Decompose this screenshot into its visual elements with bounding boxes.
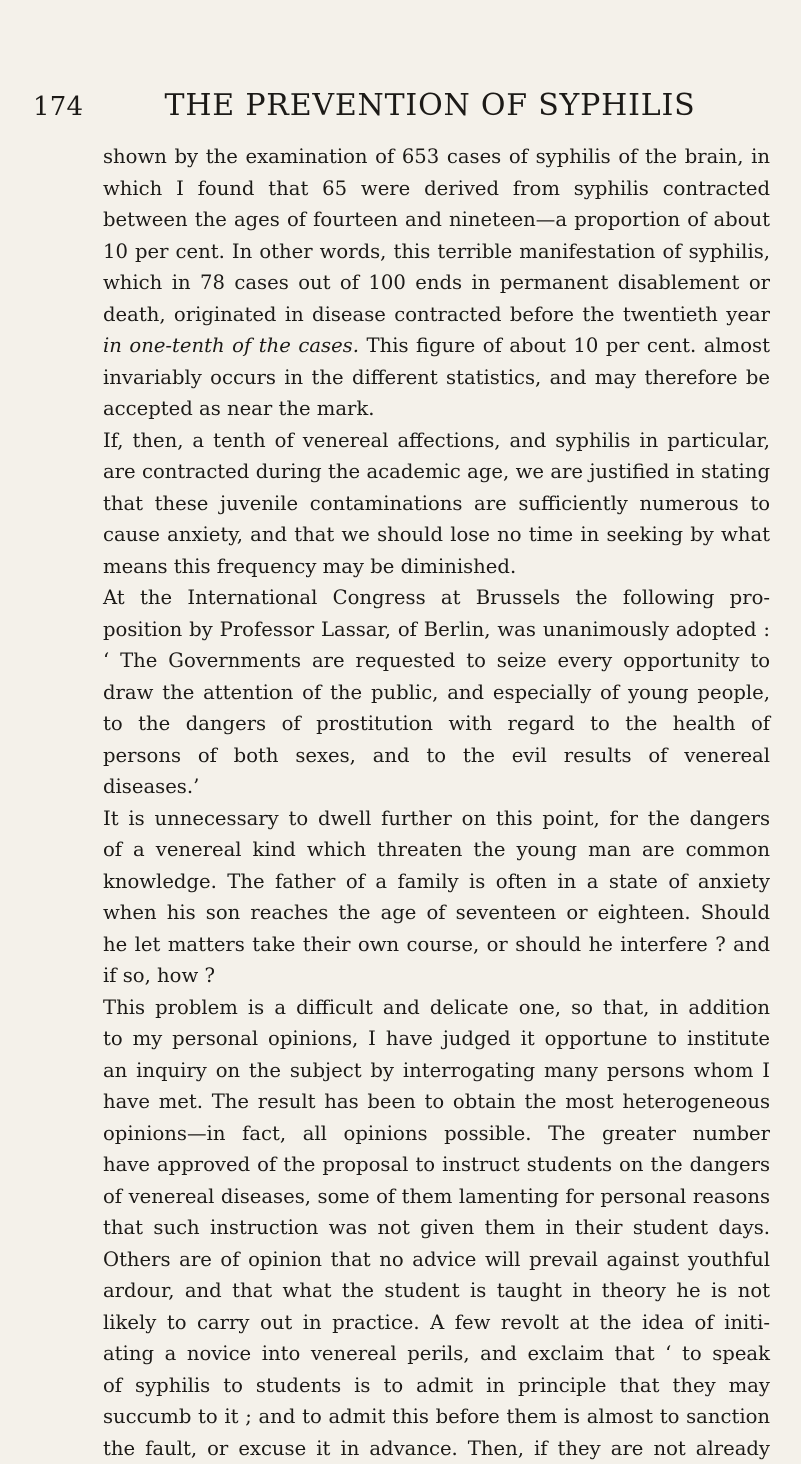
text-line: are contracted during the academic age, we are justified in stating — [103, 456, 770, 488]
text-line: ‘ The Governments are requested to seize every opportunity to — [103, 645, 770, 677]
text-line: opinions—in fact, all opinions possible. The greater number — [103, 1118, 770, 1150]
text-line: the fault, or excuse it in advance. Then, if they are not already — [103, 1433, 770, 1464]
text-line: Others are of opinion that no advice will prevail against youthful — [103, 1244, 770, 1276]
text-line: of venereal diseases, some of them lamenting for personal reasons — [103, 1181, 770, 1213]
text-line: diseases.’ — [103, 771, 770, 803]
text-line: that such instruction was not given them in their student days. — [103, 1212, 770, 1244]
text-line: It is unnecessary to dwell further on this point, for the dangers — [103, 803, 770, 835]
text-line: 10 per cent. In other words, this terrible manifestation of syphilis, — [103, 236, 770, 268]
text-line: persons of both sexes, and to the evil results of venereal — [103, 740, 770, 772]
text-line-italic-start — [103, 330, 770, 362]
text-line: shown by the examination of 653 cases of syphilis of the brain, in — [103, 141, 770, 173]
text-line: between the ages of fourteen and nineteen—a proportion of about — [103, 204, 770, 236]
text-line: he let matters take their own course, or should he interfere ? and — [103, 929, 770, 961]
text-line: means this frequency may be diminished. — [103, 551, 770, 583]
text-line: likely to carry out in practice. A few revolt at the idea of initi- — [103, 1307, 770, 1339]
italic-phrase: in one-tenth of the cases. — [103, 334, 359, 357]
text-line: This problem is a difficult and delicate one, so that, in addition — [103, 992, 770, 1024]
text-line: of a venereal kind which threaten the young man are common — [103, 834, 770, 866]
text-line: that these juvenile contaminations are sufficiently numerous to — [103, 488, 770, 520]
text-line: which in 78 cases out of 100 ends in permanent disablement or — [103, 267, 770, 299]
text-line: an inquiry on the subject by interrogating many persons whom I — [103, 1055, 770, 1087]
text-line: to my personal opinions, I have judged it opportune to institute — [103, 1023, 770, 1055]
text-line: death, originated in disease contracted before the twentieth year — [103, 299, 770, 331]
text-line: knowledge. The father of a family is often in a state of anxiety — [103, 866, 770, 898]
text-line: have met. The result has been to obtain the most heterogeneous — [103, 1086, 770, 1118]
text-line: accepted as near the mark. — [103, 393, 770, 425]
text-line: ardour, and that what the student is taught in theory he is not — [103, 1275, 770, 1307]
text-line: if so, how ? — [103, 960, 770, 992]
running-head — [0, 90, 801, 130]
text-line: of syphilis to students is to admit in principle that they may — [103, 1370, 770, 1402]
text-line: when his son reaches the age of seventeen or eighteen. Should — [103, 897, 770, 929]
running-title: THE PREVENTION OF SYPHILIS — [150, 90, 710, 122]
text-line-rest: This figure of about 10 per cent. almost — [359, 334, 770, 357]
text-line: have approved of the proposal to instruct students on the dangers — [103, 1149, 770, 1181]
text-line: If, then, a tenth of venereal affections, and syphilis in particular, — [103, 425, 770, 457]
body-text — [103, 141, 770, 1464]
text-line: ating a novice into venereal perils, and exclaim that ‘ to speak — [103, 1338, 770, 1370]
text-line: cause anxiety, and that we should lose no time in seeking by what — [103, 519, 770, 551]
text-line: which I found that 65 were derived from syphilis contracted — [103, 173, 770, 205]
text-line: to the dangers of prostitution with regard to the health of — [103, 708, 770, 740]
text-line: position by Professor Lassar, of Berlin, was unanimously adopted : — [103, 614, 770, 646]
text-line: At the International Congress at Brussels the following pro- — [103, 582, 770, 614]
text-line: succumb to it ; and to admit this before them is almost to sanction — [103, 1401, 770, 1433]
page-number: 174 — [33, 92, 83, 122]
text-line: invariably occurs in the different statistics, and may therefore be — [103, 362, 770, 394]
text-line: draw the attention of the public, and especially of young people, — [103, 677, 770, 709]
